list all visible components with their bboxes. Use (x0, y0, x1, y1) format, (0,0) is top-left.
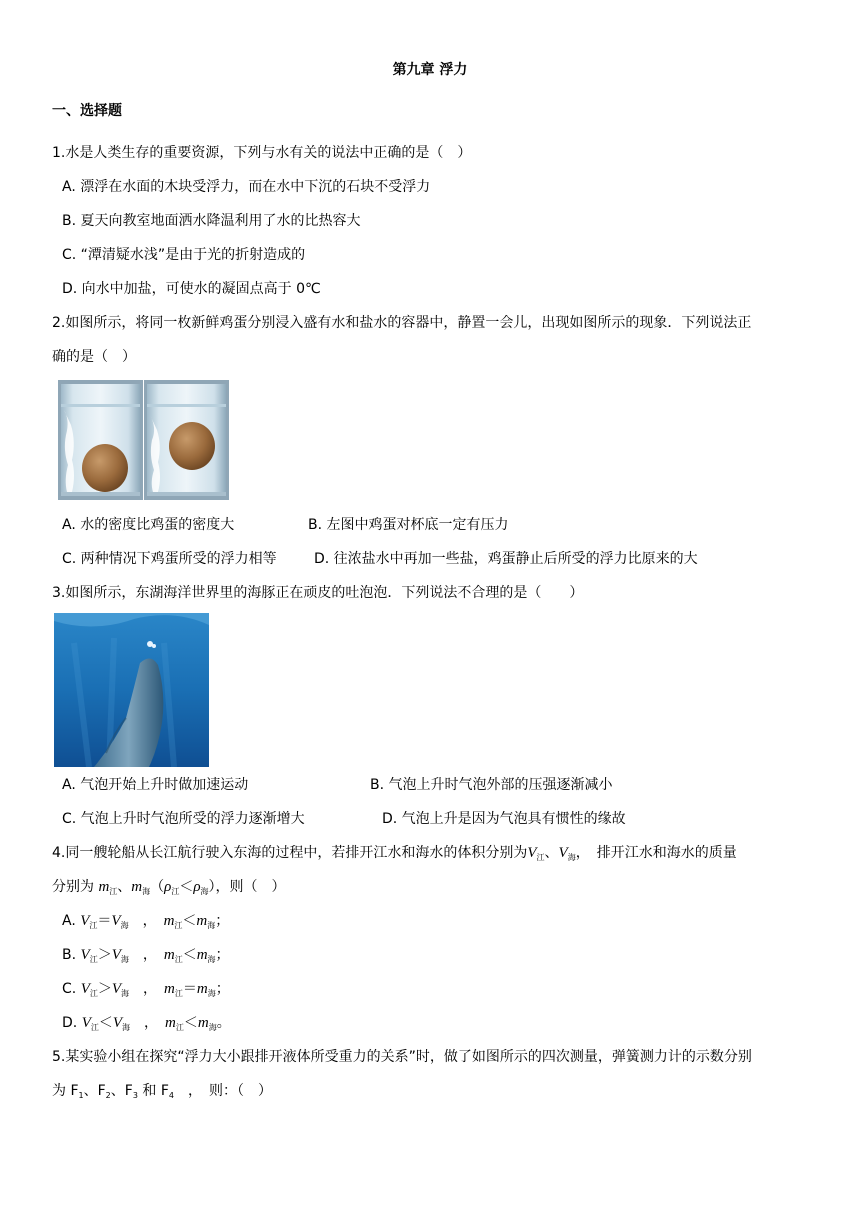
q4-option-c: C. $V_江>V_海$ ， $m_江=m_海$； (62, 981, 230, 998)
beaker-right (144, 380, 229, 500)
section-heading: 一、选择题 (52, 103, 122, 119)
page-title: 第九章 浮力 (392, 62, 468, 78)
q2-option-a: A. 水的密度比鸡蛋的密度大 (62, 517, 235, 533)
q3-option-a: A. 气泡开始上升时做加速运动 (62, 777, 249, 793)
q1-option-c: C. “潭清疑水浅”是由于光的折射造成的 (62, 247, 306, 263)
q3-option-b: B. 气泡上升时气泡外部的压强逐渐减小 (370, 777, 613, 793)
q2-option-b: B. 左图中鸡蛋对杯底一定有压力 (308, 517, 509, 533)
q5-stem-line2: 为 $F_1$、$F_2$、$F_3$ 和 $F_4$ ， 则：（ ） (52, 1083, 272, 1100)
q1-option-a: A. 漂浮在水面的木块受浮力，而在水中下沉的石块不受浮力 (62, 179, 431, 195)
q3-stem: 3.如图所示，东湖海洋世界里的海豚正在顽皮的吐泡泡．下列说法不合理的是（ ） (52, 585, 584, 601)
q1-option-d: D. 向水中加盐，可使水的凝固点高于 0℃ (62, 281, 321, 297)
q4-stem-line1: 4.同一艘轮船从长江航行驶入东海的过程中，若排开江水和海水的体积分别为$V_江$、$V_海$， 排开江水和海水的质量 (52, 845, 737, 862)
q2-option-c: C. 两种情况下鸡蛋所受的浮力相等 (62, 551, 277, 567)
egg-left (82, 444, 128, 492)
egg-beakers-figure (58, 380, 229, 500)
q4-option-b: B. $V_江>V_海$ ， $m_江<m_海$； (62, 947, 230, 964)
q1-option-b: B. 夏天向教室地面洒水降温利用了水的比热容大 (62, 213, 361, 229)
q2-stem-line1: 2.如图所示，将同一枚新鲜鸡蛋分别浸入盛有水和盐水的容器中，静置一会儿，出现如图所示的现象．下列说法正 (52, 315, 752, 331)
q1-stem: 1.水是人类生存的重要资源，下列与水有关的说法中正确的是（ ） (52, 145, 472, 161)
q3-option-c: C. 气泡上升时气泡所受的浮力逐渐增大 (62, 811, 305, 827)
q4-option-d: D. $V_江<V_海$ ， $m_江<m_海$。 (62, 1015, 231, 1032)
beaker-left (58, 380, 143, 500)
q2-option-d: D. 往浓盐水中再加一些盐，鸡蛋静止后所受的浮力比原来的大 (314, 551, 698, 567)
q3-option-d: D. 气泡上升是因为气泡具有惯性的缘故 (382, 811, 626, 827)
q2-stem-line2: 确的是（ ） (52, 349, 136, 365)
egg-right (169, 422, 215, 470)
q4-option-a: A. $V_江=V_海$ ， $m_江<m_海$； (62, 913, 230, 930)
dolphin-photo (54, 613, 209, 767)
q4-stem-line2: 分别为 $m_江$、$m_海(\rho_江<\rho_海)$，则（ ） (52, 879, 286, 896)
q5-stem-line1: 5.某实验小组在探究“浮力大小跟排开液体所受重力的关系”时，做了如图所示的四次测量，弹簧测力计的示数分别 (52, 1049, 752, 1065)
